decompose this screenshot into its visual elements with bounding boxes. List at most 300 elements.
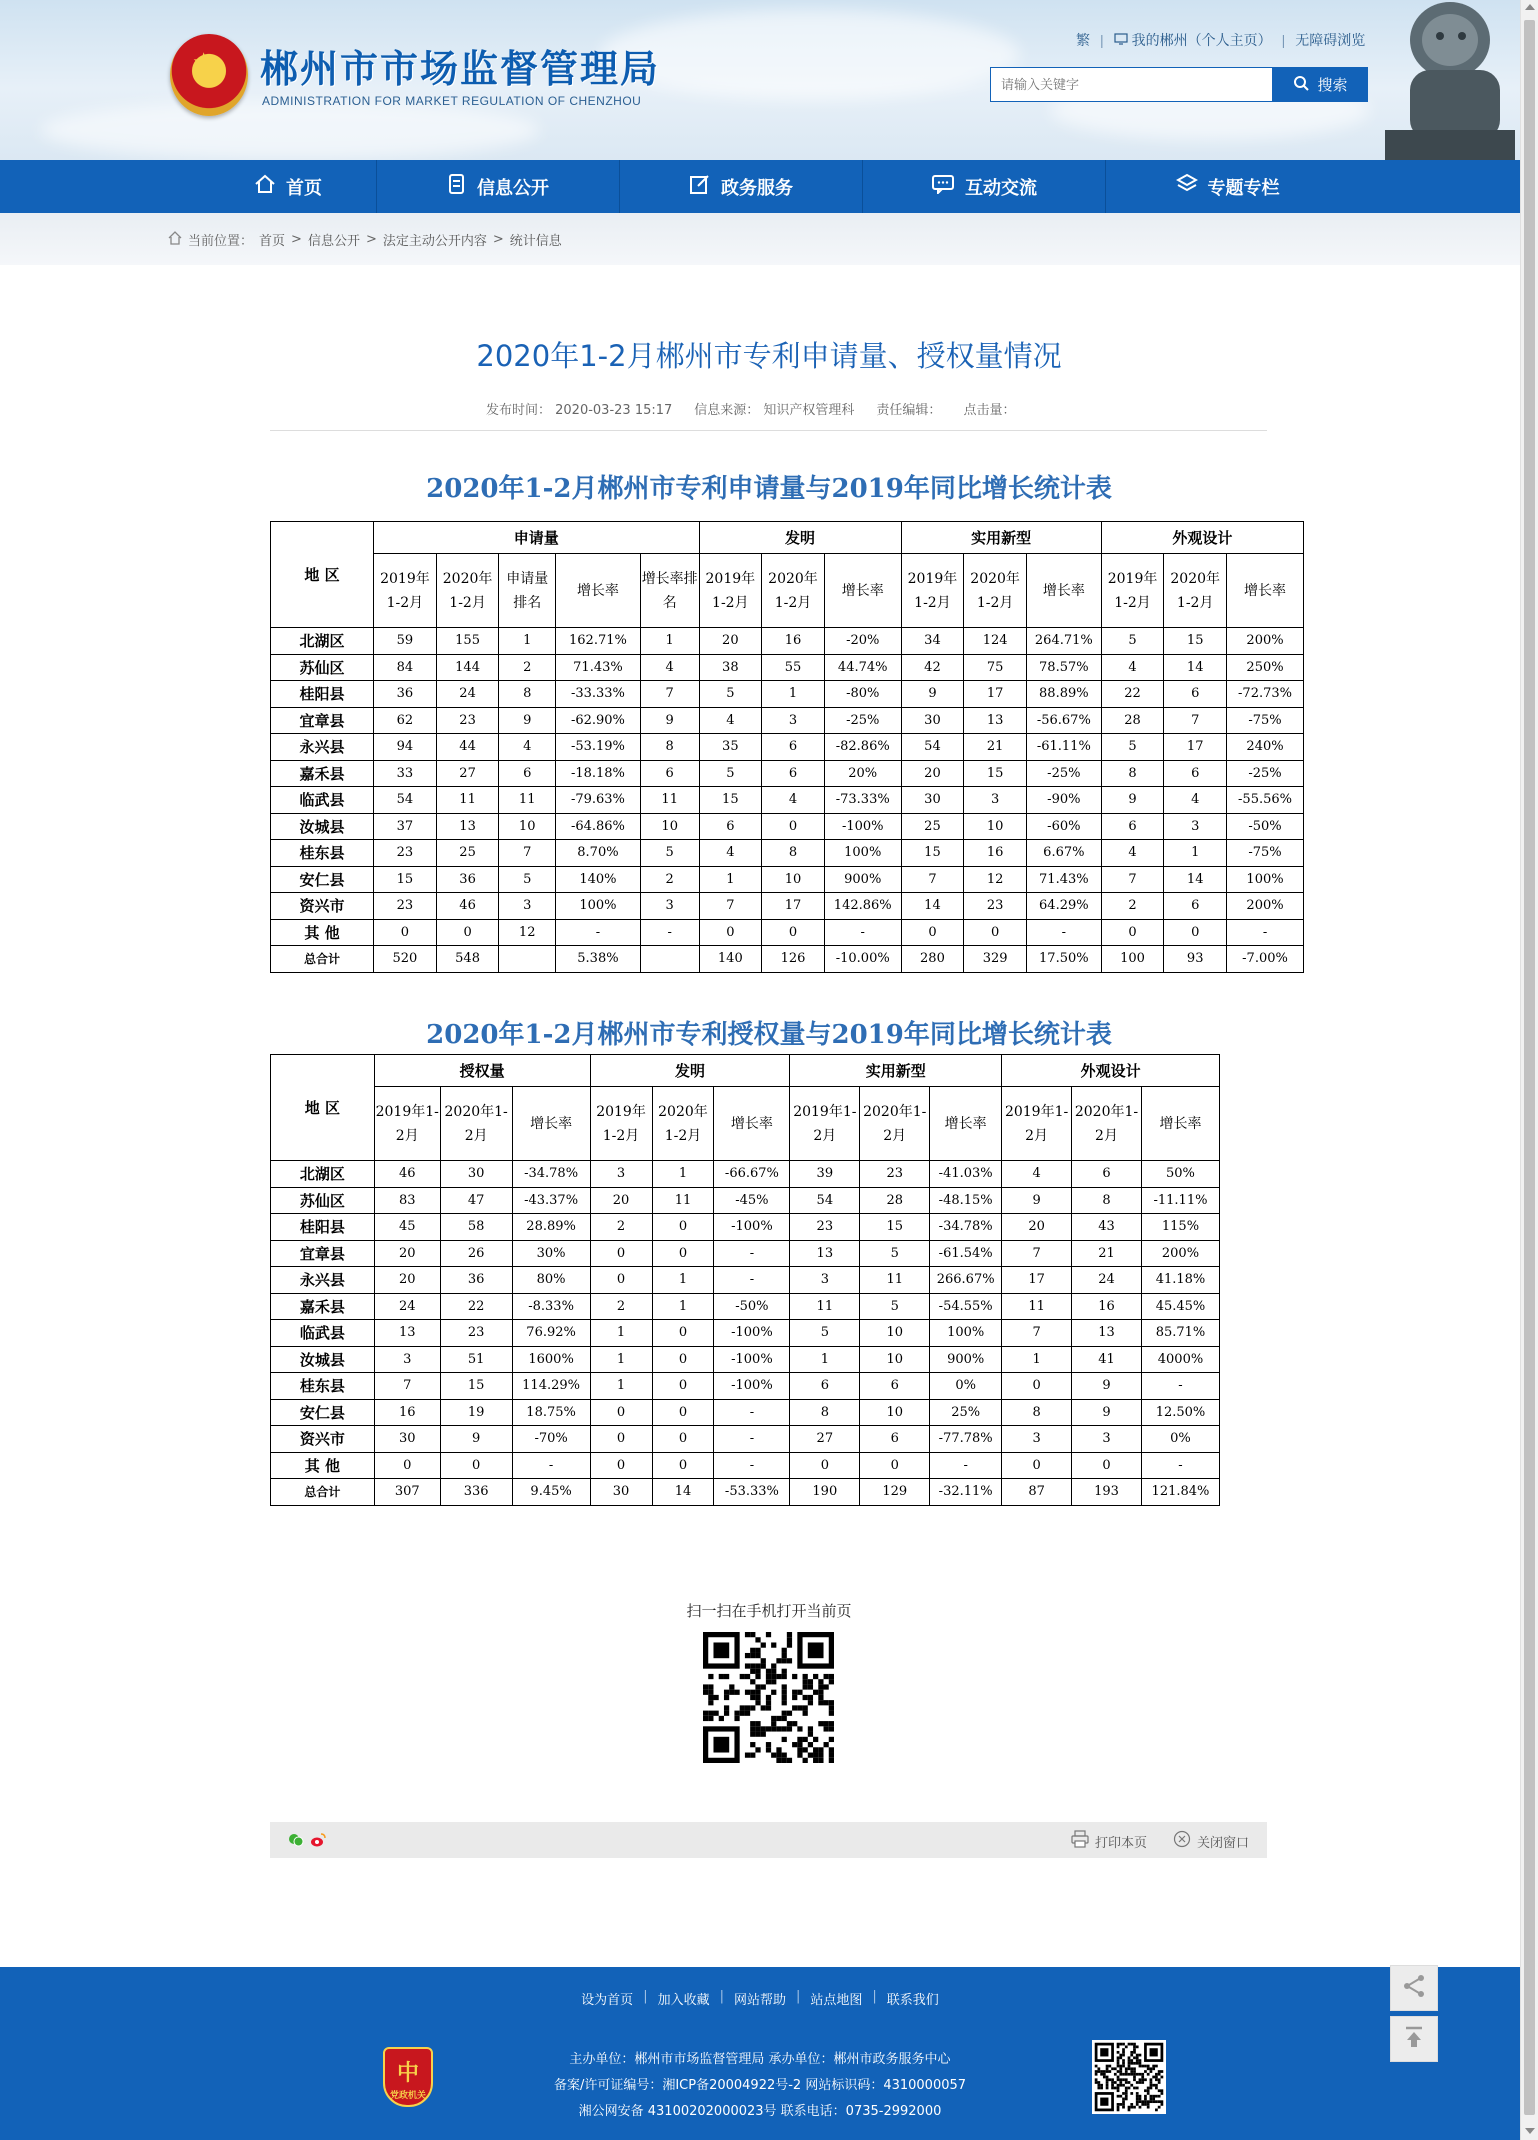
table-cell: 100% <box>930 1320 1002 1347</box>
table-cell: 4 <box>1101 840 1164 867</box>
footer-qr-code <box>1092 2040 1166 2114</box>
table-cell: 20 <box>374 1240 440 1267</box>
site-footer <box>0 1967 1520 2140</box>
region-cell: 北湖区 <box>271 628 374 655</box>
table-cell: 0 <box>440 1452 512 1479</box>
table-cell: 41.18% <box>1141 1267 1219 1294</box>
table-cell: 30% <box>512 1240 590 1267</box>
footer-link-bookmark[interactable]: 加入收藏 <box>657 1993 710 2008</box>
table-cell: 78.57% <box>1026 654 1101 681</box>
table-cell: 75 <box>964 654 1027 681</box>
breadcrumb-info-disclosure[interactable]: 信息公开 <box>307 234 360 249</box>
table-cell: 5 <box>860 1293 930 1320</box>
table-cell: 11 <box>790 1293 860 1320</box>
table-cell: 0 <box>652 1240 714 1267</box>
table-cell: 264.71% <box>1026 628 1101 655</box>
table-cell: -10.00% <box>824 946 901 973</box>
table-cell: 17.50% <box>1026 946 1101 973</box>
table-cell: 54 <box>374 787 437 814</box>
table-cell: -32.11% <box>930 1479 1002 1506</box>
table-cell: 23 <box>374 893 437 920</box>
table-row <box>271 760 1304 787</box>
table-cell: 46 <box>374 1161 440 1188</box>
column-header: 2020年1-2月 <box>860 1087 930 1161</box>
gov-org-badge-icon[interactable]: 党政机关 中 <box>383 2047 433 2107</box>
table-cell: 1 <box>590 1373 652 1400</box>
table-cell: 9 <box>901 681 964 708</box>
table-cell: 900% <box>930 1346 1002 1373</box>
table-cell: 84 <box>374 654 437 681</box>
breadcrumb-statutory-content[interactable]: 法定主动公开内容 <box>382 234 487 249</box>
region-cell: 苏仙区 <box>271 654 374 681</box>
table-cell: 93 <box>1164 946 1227 973</box>
table-cell: 12.50% <box>1141 1399 1219 1426</box>
scroll-thumb[interactable] <box>1524 20 1535 2115</box>
table-cell: 18.75% <box>512 1399 590 1426</box>
table-cell: 4 <box>699 840 762 867</box>
table-row <box>271 707 1304 734</box>
table-cell: 6 <box>1101 813 1164 840</box>
table-cell: 13 <box>790 1240 860 1267</box>
table-cell: 39 <box>790 1161 860 1188</box>
table-cell <box>640 946 699 973</box>
region-cell: 总合计 <box>271 946 374 973</box>
table-cell: 43 <box>1072 1214 1142 1241</box>
table-cell: 7 <box>1101 866 1164 893</box>
table-cell: 6 <box>1164 893 1227 920</box>
table-cell: -100% <box>714 1320 790 1347</box>
table-cell: 0 <box>1164 919 1227 946</box>
table-cell: 6 <box>1164 760 1227 787</box>
stone-lion-image <box>1365 0 1520 160</box>
table-row <box>271 1320 1220 1347</box>
table-cell: 16 <box>374 1399 440 1426</box>
table-cell: 30 <box>901 707 964 734</box>
table-cell: 6 <box>640 760 699 787</box>
region-cell: 宜章县 <box>271 707 374 734</box>
table-cell: -55.56% <box>1227 787 1304 814</box>
table-cell: 0 <box>652 1346 714 1373</box>
table-cell: 8 <box>499 681 556 708</box>
table-cell: 41 <box>1072 1346 1142 1373</box>
table-cell: 0 <box>1072 1452 1142 1479</box>
table-cell: 45 <box>374 1214 440 1241</box>
table-cell: -61.11% <box>1026 734 1101 761</box>
share-float-button[interactable] <box>1390 1965 1438 2011</box>
region-cell: 苏仙区 <box>271 1187 375 1214</box>
table-cell: 71.43% <box>1026 866 1101 893</box>
table-cell: 7 <box>374 1373 440 1400</box>
table-cell: 7 <box>901 866 964 893</box>
layers-icon <box>1176 173 1198 200</box>
weibo-share-icon[interactable] <box>310 1832 326 1852</box>
table-cell: - <box>640 919 699 946</box>
table-cell: 83 <box>374 1187 440 1214</box>
table-cell: 22 <box>1101 681 1164 708</box>
table-cell: 15 <box>964 760 1027 787</box>
table-cell: 21 <box>964 734 1027 761</box>
table-cell: 0 <box>1002 1452 1072 1479</box>
footer-link-help[interactable]: 网站帮助 <box>733 1993 786 2008</box>
table-cell: -75% <box>1227 707 1304 734</box>
region-cell: 永兴县 <box>271 734 374 761</box>
table-cell: 3 <box>1072 1426 1142 1453</box>
table-cell: 3 <box>640 893 699 920</box>
table-row <box>271 681 1304 708</box>
table-row <box>271 1214 1220 1241</box>
table-cell: - <box>1227 919 1304 946</box>
table-cell: -60% <box>1026 813 1101 840</box>
region-cell: 其 他 <box>271 1452 375 1479</box>
table-cell: 200% <box>1227 628 1304 655</box>
table-cell: -41.03% <box>930 1161 1002 1188</box>
table-cell: 0 <box>762 919 825 946</box>
table-cell: 16 <box>1072 1293 1142 1320</box>
top-links: 繁 | 我的郴州（个人主页） | 无障碍浏览 <box>1076 32 1366 48</box>
table-cell: 0 <box>590 1240 652 1267</box>
table-cell: 1 <box>652 1267 714 1294</box>
table-cell: 162.71% <box>556 628 641 655</box>
column-header: 2019年1-2月 <box>699 554 762 628</box>
table-cell: 0 <box>374 1452 440 1479</box>
table-cell: 0 <box>790 1452 860 1479</box>
table-cell: 1 <box>590 1320 652 1347</box>
table-cell: 6 <box>762 760 825 787</box>
table-row <box>271 1452 1220 1479</box>
table-cell: 0% <box>1141 1426 1219 1453</box>
table-cell: 10 <box>964 813 1027 840</box>
region-cell: 桂阳县 <box>271 1214 375 1241</box>
table-cell: 3 <box>790 1267 860 1294</box>
table-cell: -45% <box>714 1187 790 1214</box>
table-cell: 59 <box>374 628 437 655</box>
print-button[interactable]: 打印本页 <box>1071 1830 1147 1852</box>
editor: 责任编辑： <box>876 403 942 418</box>
table-cell: 3 <box>374 1346 440 1373</box>
table-cell: 0 <box>1101 919 1164 946</box>
table-cell: - <box>1141 1452 1219 1479</box>
table-cell: -73.33% <box>824 787 901 814</box>
table-cell: -53.19% <box>556 734 641 761</box>
table-cell: 36 <box>436 866 499 893</box>
table-cell: 0 <box>652 1426 714 1453</box>
table-cell: 87 <box>1002 1479 1072 1506</box>
table-cell: 10 <box>860 1399 930 1426</box>
table-cell: 15 <box>374 866 437 893</box>
table-row <box>271 1346 1220 1373</box>
table-cell: 900% <box>824 866 901 893</box>
search-icon <box>1293 75 1309 95</box>
table-row <box>271 1267 1220 1294</box>
table-cell: - <box>556 919 641 946</box>
table-cell: 16 <box>762 628 825 655</box>
table-cell: 0 <box>590 1452 652 1479</box>
table-cell: 13 <box>374 1320 440 1347</box>
table-cell: -64.86% <box>556 813 641 840</box>
column-header: 2019年1-2月 <box>790 1087 860 1161</box>
nav-info-disclosure[interactable]: 信息公开 <box>377 160 620 213</box>
table-cell: 0 <box>652 1452 714 1479</box>
table-cell: 24 <box>1072 1267 1142 1294</box>
group-header: 实用新型 <box>901 522 1101 554</box>
table-cell: 4 <box>640 654 699 681</box>
table-cell: 0 <box>590 1399 652 1426</box>
table-cell: -11.11% <box>1141 1187 1219 1214</box>
scroll-down-arrow-icon[interactable] <box>1525 2128 1535 2134</box>
table-cell: 0 <box>901 919 964 946</box>
column-header: 2019年1-2月 <box>590 1087 652 1161</box>
table-row <box>271 1399 1220 1426</box>
table-cell: 124 <box>964 628 1027 655</box>
table-cell: 15 <box>1164 628 1227 655</box>
table-cell: 7 <box>1164 707 1227 734</box>
table-cell: 47 <box>440 1187 512 1214</box>
table-cell: - <box>1141 1373 1219 1400</box>
table-cell: -25% <box>1026 760 1101 787</box>
column-header: 增长率 <box>512 1087 590 1161</box>
column-header: 增长率排名 <box>640 554 699 628</box>
table-cell: 0 <box>436 919 499 946</box>
table-cell: 30 <box>590 1479 652 1506</box>
group-header: 实用新型 <box>790 1055 1002 1087</box>
national-emblem-icon: ★ <box>170 34 248 116</box>
table-cell: 34 <box>901 628 964 655</box>
table-cell: 55 <box>762 654 825 681</box>
close-window-button[interactable]: 关闭窗口 <box>1173 1830 1249 1852</box>
table-cell: -33.33% <box>556 681 641 708</box>
table-cell: 28 <box>1101 707 1164 734</box>
wechat-share-icon[interactable] <box>288 1832 304 1852</box>
table-cell: 8 <box>1101 760 1164 787</box>
table-cell: 250% <box>1227 654 1304 681</box>
table1-title: 2020年1-2月郴州市专利申请量与2019年同比增长统计表 <box>426 474 1112 504</box>
column-header: 2020年1-2月 <box>1164 554 1227 628</box>
info-source: 信息来源： 知识产权管理科 <box>694 403 855 418</box>
accessibility-link[interactable]: 无障碍浏览 <box>1295 32 1366 48</box>
table-cell: 14 <box>652 1479 714 1506</box>
table-row <box>271 1161 1220 1188</box>
my-chenzhou-link[interactable]: 我的郴州（个人主页） <box>1131 32 1272 48</box>
footer-link-sitemap[interactable]: 站点地图 <box>810 1993 863 2008</box>
table-cell: 20 <box>699 628 762 655</box>
scroll-up-arrow-icon[interactable] <box>1525 4 1535 10</box>
table-cell: 0% <box>930 1373 1002 1400</box>
table-cell: 0 <box>590 1267 652 1294</box>
table-cell: 14 <box>1164 866 1227 893</box>
table-cell: 100 <box>1101 946 1164 973</box>
chat-icon <box>931 174 955 199</box>
column-header: 增长率 <box>714 1087 790 1161</box>
table-cell: -62.90% <box>556 707 641 734</box>
table-cell: 25 <box>901 813 964 840</box>
footer-links: 设为首页 | 加入收藏 | 网站帮助 | 站点地图 | 联系我们 <box>581 1989 939 2008</box>
table-cell: 5 <box>699 681 762 708</box>
nav-gov-services[interactable]: 政务服务 <box>620 160 863 213</box>
nav-special-topics[interactable]: 专题专栏 <box>1106 160 1349 213</box>
table-cell: 1600% <box>512 1346 590 1373</box>
table-cell: 8 <box>640 734 699 761</box>
footer-info <box>0 2047 1520 2125</box>
footer-link-set-homepage[interactable]: 设为首页 <box>581 1993 634 2008</box>
table-cell: 1 <box>652 1161 714 1188</box>
breadcrumb-home[interactable]: 首页 <box>259 234 286 249</box>
table-cell: 12 <box>499 919 556 946</box>
table-cell: 6 <box>699 813 762 840</box>
table-cell: 2 <box>1101 893 1164 920</box>
table-cell: 27 <box>790 1426 860 1453</box>
table-cell: 20 <box>901 760 964 787</box>
breadcrumb: 当前位置： 首页 > 信息公开 > 法定主动公开内容 > 统计信息 <box>168 230 562 249</box>
column-header: 增长率 <box>556 554 641 628</box>
region-cell: 桂阳县 <box>271 681 374 708</box>
table-cell: 3 <box>1002 1426 1072 1453</box>
column-header: 增长率 <box>824 554 901 628</box>
table-cell: 0 <box>652 1373 714 1400</box>
search-button[interactable]: 搜索 <box>1273 67 1368 102</box>
table-cell: -34.78% <box>930 1214 1002 1241</box>
group-header: 发明 <box>590 1055 790 1087</box>
table-cell: 1 <box>790 1346 860 1373</box>
table-cell: 10 <box>860 1320 930 1347</box>
table-row <box>271 734 1304 761</box>
table-cell: - <box>714 1426 790 1453</box>
table-cell: 4 <box>699 707 762 734</box>
footer-icp-line: 备案/许可证编号：湘ICP备20004922号-2 网站标识码：4310000057 <box>553 2078 967 2093</box>
table-cell: 13 <box>1072 1320 1142 1347</box>
table-cell: 4 <box>1002 1161 1072 1188</box>
column-header: 增长率 <box>1026 554 1101 628</box>
share-bar <box>270 1822 1267 1858</box>
column-header: 增长率 <box>930 1087 1002 1161</box>
breadcrumb-statistics[interactable]: 统计信息 <box>509 234 562 249</box>
table-row <box>271 866 1304 893</box>
table-cell: 140 <box>699 946 762 973</box>
region-cell: 桂东县 <box>271 840 374 867</box>
table-cell: 1 <box>1002 1346 1072 1373</box>
table-cell: 11 <box>652 1187 714 1214</box>
table-cell: 38 <box>699 654 762 681</box>
edit-icon <box>689 173 711 200</box>
footer-link-contact[interactable]: 联系我们 <box>886 1993 939 2008</box>
table-cell: 10 <box>762 866 825 893</box>
column-header: 2019年1-2月 <box>1002 1087 1072 1161</box>
column-header: 2020年1-2月 <box>1072 1087 1142 1161</box>
site-title[interactable]: 郴州市市场监督管理局 <box>260 47 661 91</box>
table-cell: 4 <box>1101 654 1164 681</box>
table-cell: 100% <box>556 893 641 920</box>
table-cell: 0 <box>652 1214 714 1241</box>
vertical-scrollbar[interactable] <box>1520 0 1538 2140</box>
footer-police-line: 湘公网安备 43100202000023号 联系电话：0735-2992000 <box>578 2104 942 2119</box>
table-cell: 24 <box>436 681 499 708</box>
monitor-icon <box>1114 32 1128 48</box>
table-cell: 76.92% <box>512 1320 590 1347</box>
table-cell: 307 <box>374 1479 440 1506</box>
table-cell: 129 <box>860 1479 930 1506</box>
table-cell: 14 <box>1164 654 1227 681</box>
table-cell: 8 <box>1002 1399 1072 1426</box>
traditional-chinese-link[interactable]: 繁 <box>1076 32 1090 48</box>
table-cell: 22 <box>440 1293 512 1320</box>
table-cell: 17 <box>964 681 1027 708</box>
table-cell: 4000% <box>1141 1346 1219 1373</box>
table-cell: - <box>714 1399 790 1426</box>
table-cell: 280 <box>901 946 964 973</box>
table-cell: 19 <box>440 1399 512 1426</box>
region-cell: 临武县 <box>271 787 374 814</box>
page-qr-code <box>703 1632 834 1763</box>
table-cell: 5 <box>499 866 556 893</box>
table-cell: 13 <box>964 707 1027 734</box>
table-cell: 10 <box>499 813 556 840</box>
table-cell: 1 <box>699 866 762 893</box>
table-cell: 8.70% <box>556 840 641 867</box>
table-cell: 6.67% <box>1026 840 1101 867</box>
application-stats-table <box>270 521 1304 973</box>
table-cell: 121.84% <box>1141 1479 1219 1506</box>
article-title: 2020年1-2月郴州市专利申请量、授权量情况 <box>476 339 1062 373</box>
nav-home[interactable]: 首页 <box>200 160 377 213</box>
table-cell: 46 <box>436 893 499 920</box>
table-cell: 58 <box>440 1214 512 1241</box>
table-cell: 7 <box>1002 1240 1072 1267</box>
table-cell: 6 <box>860 1426 930 1453</box>
table-cell: -53.33% <box>714 1479 790 1506</box>
back-to-top-button[interactable] <box>1390 2016 1438 2062</box>
region-cell: 其 他 <box>271 919 374 946</box>
table-cell: -100% <box>714 1214 790 1241</box>
table-cell: 36 <box>374 681 437 708</box>
table-cell: 23 <box>440 1320 512 1347</box>
table-cell: 9 <box>440 1426 512 1453</box>
region-cell: 汝城县 <box>271 813 374 840</box>
arrow-up-icon <box>1401 2024 1427 2054</box>
region-cell: 汝城县 <box>271 1346 375 1373</box>
footer-host-line: 主办单位：郴州市市场监督管理局 承办单位：郴州市政务服务中心 <box>569 2052 951 2067</box>
table-cell: -54.55% <box>930 1293 1002 1320</box>
table-cell: 20% <box>824 760 901 787</box>
table-cell: 2 <box>640 866 699 893</box>
table-cell: 193 <box>1072 1479 1142 1506</box>
table-cell: 0 <box>652 1320 714 1347</box>
search-input[interactable] <box>990 67 1273 102</box>
table-cell: 54 <box>901 734 964 761</box>
table-cell: 0 <box>374 919 437 946</box>
table-cell: 5 <box>1101 628 1164 655</box>
table-row <box>271 628 1304 655</box>
table-row <box>271 654 1304 681</box>
column-header: 申请量排名 <box>499 554 556 628</box>
region-cell: 北湖区 <box>271 1161 375 1188</box>
group-header: 授权量 <box>374 1055 590 1087</box>
home-icon <box>254 174 276 199</box>
table-cell: 1 <box>1164 840 1227 867</box>
table-cell: 6 <box>762 734 825 761</box>
column-header: 2020年1-2月 <box>440 1087 512 1161</box>
table-cell: -75% <box>1227 840 1304 867</box>
main-nav <box>0 160 1520 213</box>
table-cell: 94 <box>374 734 437 761</box>
table-cell: 27 <box>436 760 499 787</box>
table-cell: 25 <box>436 840 499 867</box>
table-cell: 64.29% <box>1026 893 1101 920</box>
table-row <box>271 813 1304 840</box>
table-cell: 23 <box>436 707 499 734</box>
document-icon <box>447 173 467 200</box>
table-cell: 8 <box>762 840 825 867</box>
nav-interaction[interactable]: 互动交流 <box>863 160 1106 213</box>
table-cell: - <box>930 1452 1002 1479</box>
